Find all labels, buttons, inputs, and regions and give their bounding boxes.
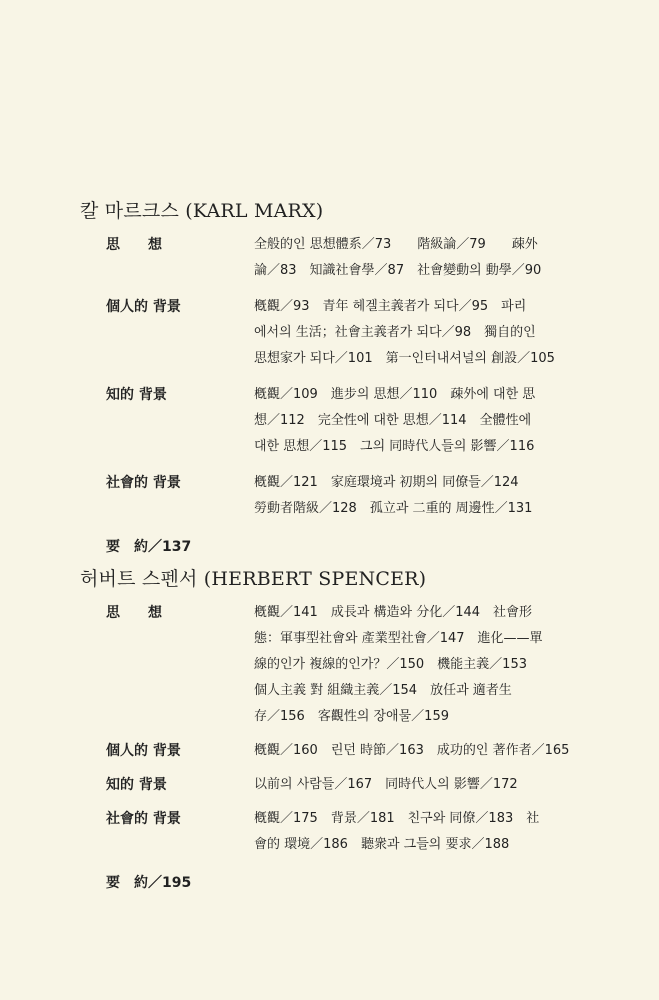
entry-label: 思 想 [106,605,162,621]
entry-line: 全般的인 思想體系／73 階級論／79 疎外 [254,237,538,252]
entry-label: 社會的 背景 [106,811,181,827]
toc-entry-social-background [80,806,600,858]
entry-line: 槪觀／175 背景／181 친구와 同僚／183 社 [254,811,540,826]
toc-entry-thought [80,600,600,730]
entry-line: 會的 環境／186 聽衆과 그들의 要求／188 [254,837,510,852]
entry-line: 線的인가 複線的인가？／150 機能主義／153 [254,657,527,672]
entry-line: 에서의 生活；社會主義者가 되다／98 獨自的인 [254,325,536,340]
chapter-title: 칼 마르크스 (KARL MARX) [80,200,324,222]
entry-line: 思想家가 되다／101 第一인터내셔널의 創設／105 [254,351,555,366]
entry-content [254,382,589,460]
toc-entry-intellectual-background [80,382,600,460]
entry-line: 論／83 知識社會學／87 社會變動의 動學／90 [254,263,542,278]
entry-line: 槪觀／141 成長과 構造와 分化／144 社會形 [254,605,533,620]
entry-line: 槪觀／121 家庭環境과 初期의 同僚들／124 [254,475,519,490]
summary-entry: 要 約／137 [106,539,192,555]
entry-label: 知的 背景 [106,387,167,403]
entry-line: 態：軍事型社會와 產業型社會／147 進化——單 [254,631,543,646]
entry-line: 勞動者階級／128 孤立과 二重的 周邊性／131 [254,501,533,516]
chapter-title: 허버트 스펜서 (HERBERT SPENCER) [80,568,427,590]
toc-entry-thought [80,232,600,284]
entry-label: 思 想 [106,237,162,253]
entry-line: 槪觀／160 린던 時節／163 成功的인 著作者／165 [254,743,570,758]
entry-label: 知的 背景 [106,777,167,793]
chapter-herbert-spencer [80,566,600,896]
entry-line: 대한 思想／115 그의 同時代人들의 影響／116 [254,439,535,454]
entry-content [254,470,589,522]
toc-entry-intellectual-background [80,772,600,798]
entry-label: 個人的 背景 [106,743,181,759]
entry-line: 槪觀／109 進步의 思想／110 疎外에 대한 思 [254,387,536,402]
entry-line: 存／156 客觀性의 장애물／159 [254,709,449,724]
entry-label: 個人的 背景 [106,299,181,315]
entry-line: 個人主義 對 組織主義／154 放任과 適者生 [254,683,512,698]
summary-entry: 要 約／195 [106,875,192,891]
entry-content [254,232,589,284]
toc-entry-personal-background [80,738,600,764]
toc-entry-social-background [80,470,600,522]
entry-content [254,294,589,372]
entry-line: 槪觀／93 青年 헤겔主義者가 되다／95 파리 [254,299,527,314]
toc-entry-personal-background [80,294,600,372]
chapter-karl-marx [80,198,600,560]
entry-content [254,738,589,764]
entry-line: 以前의 사람들／167 同時代人의 影響／172 [254,777,518,792]
entry-line: 想／112 完全性에 대한 思想／114 全體性에 [254,413,532,428]
entry-label: 社會的 背景 [106,475,181,491]
entry-content [254,600,589,730]
entry-content [254,772,589,798]
entry-content [254,806,589,858]
